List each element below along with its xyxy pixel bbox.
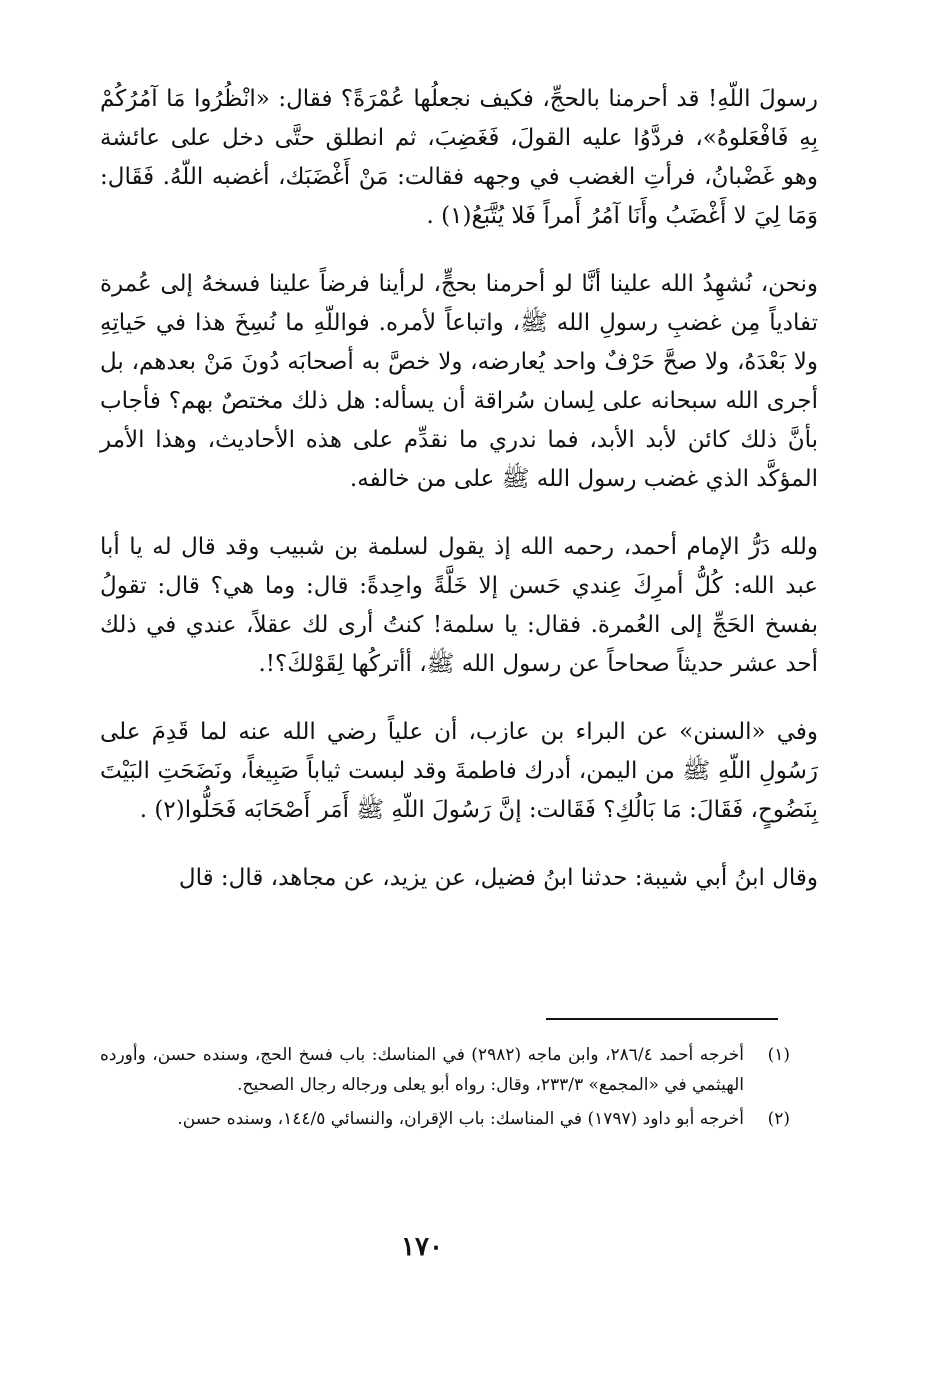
footnotes (100, 1040, 790, 1138)
footnote-number: (٢) (767, 1109, 790, 1129)
main-text (100, 80, 818, 898)
footnote-number: (١) (767, 1045, 790, 1065)
footnote-1 (100, 1040, 790, 1100)
footnote-2 (100, 1104, 790, 1134)
footnote-separator (546, 1018, 778, 1020)
page-number: ١٧٠ (401, 1232, 443, 1262)
paragraph-3: ولله دَرُّ الإمام أحمد، رحمه الله إذ يقول لسلمة بن شبيب وقد قال له يا أبا عبد الله: كُلُّ أمرِكَ عِندي حَسن إلا خَلَّةً واحِدةً: قال: وما هي؟ قال: تقولُ بفسخ الحَجِّ إلى العُمرة. فقال: يا سلمة! كنتُ أرى لك عقلاً، عندي في ذلك أحد عشر حديثاً صحاحاً عن رسول الله ﷺ، أأتركُها لِقَوْلكَ؟!. (100, 534, 818, 677)
paragraph-5: وقال ابنُ أبي شيبة: حدثنا ابنُ فضيل، عن يزيد، عن مجاهد، قال: قال (178, 865, 818, 891)
paragraph-2: ونحن، نُشهِدُ الله علينا أنَّا لو أحرمنا بحجٍّ، لرأينا فرضاً علينا فسخهُ إلى عُمرة تفادياً مِن غضبِ رسولِ الله ﷺ، واتباعاً لأمره. فواللّهِ ما نُسِخَ هذا في حَياتِهِ ولا بَعْدَهُ، ولا صحَّ حَرْفٌ واحد يُعارضه، ولا خصَّ به أصحابَه دُونَ مَنْ بعدهم، بل أجرى الله سبحانه على لِسان سُراقة أن يسأله: هل ذلك مختصٌ بهم؟ فأجاب بأنَّ ذلك كائن لأبد الأبد، فما ندري ما نقدِّم على هذه الأحاديث، وهذا الأمر المؤكَّد الذي غضب رسول الله ﷺ على من خالفه. (100, 271, 818, 492)
footnote-text: أخرجه أبو داود (١٧٩٧) في المناسك: باب الإقران، والنسائي ١٤٤/٥، وسنده حسن. (177, 1109, 744, 1129)
paragraph-4: وفي «السنن» عن البراء بن عازب، أن علياً رضي الله عنه لما قَدِمَ على رَسُولِ اللّهِ ﷺ من اليمن، أدرك فاطمةَ وقد لبست ثياباً صَبِيغاً، ونَضَحَتِ البَيْتَ بِنَضُوحٍ، فَقَالَ: مَا بَالُكِ؟ فَقَالت: إنَّ رَسُولَ اللّهِ ﷺ أَمَر أَصْحَابَه فَحَلُّوا(٢) . (100, 719, 818, 823)
paragraph-1: رسولَ اللّهِ! قد أحرمنا بالحجِّ، فكيف نجعلُها عُمْرَةً؟ فقال: «انْظُرُوا مَا آمُرُكُمْ بِهِ فَافْعَلوهُ»، فردَّوُا عليه القولَ، فَغَضِبَ، ثم انطلق حتَّى دخل على عائشة وهو غَضْبانُ، فرأتِ الغضب في وجهه فقالت: مَنْ أَغْضَبَك، أغضبه اللّهُ. فَقَال: وَمَا لِيَ لا أَغْضَبُ وأَنَا آمُرُ أَمراً فَلا يُتَّبَعُ(١) . (100, 86, 818, 229)
footnote-text: أخرجه أحمد ٢٨٦/٤، وابن ماجه (٢٩٨٢) في المناسك: باب فسخ الحج، وسنده حسن، وأورده الهيثمي في «المجمع» ٢٣٣/٣، وقال: رواه أبو يعلى ورجاله رجال الصحيح. (100, 1045, 744, 1095)
